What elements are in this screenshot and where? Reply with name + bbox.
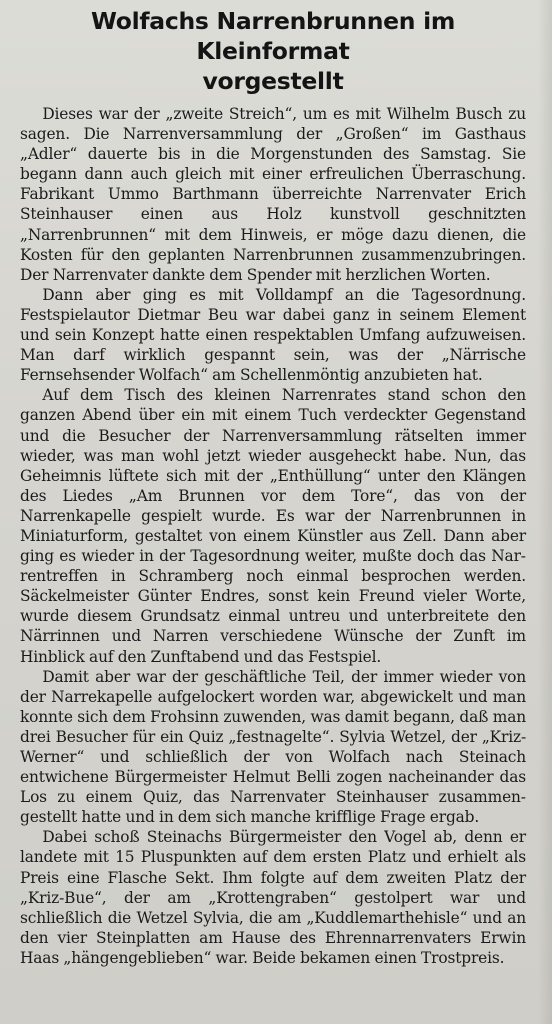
article-body — [20, 104, 526, 968]
headline-line-2: vorgestellt — [202, 67, 344, 95]
article-paragraph: Dabei schoß Steinachs Bürgermeister den Vogel ab, denn er landete mit 15 Pluspunkten auf dem ersten Platz und erhielt als Preis eine Flasche Sekt. Ihm folgte auf dem zweiten Platz der „Kriz-Bue“, der am „Krottengraben“ gestolpert war und schließlich die Wetzel Sylvia, die am „Kuddlemarthehisle“ und an den vier Steinplatten am Hause des Ehrennarrenvaters Erwin Haas „hängengeblieben“ war. Beide bekamen einen Trostpreis. — [20, 828, 526, 967]
article-paragraph: Damit aber war der geschäftliche Teil, der immer wieder von der Narrekapelle aufgelockert worden war, abgewickelt und man konnte sich dem Frohsinn zuwenden, was damit begann, daß man drei Besucher für ein Quiz „festnagelte“. Sylvia Wetzel, der „Kriz-Werner“ und schließlich der von Wolfach nach Steinach entwichene Bürgermeister Helmut Belli zogen nacheinander das Los zu einem Quiz, das Narrenvater Steinhauser zusammengestellt hatte und in dem sich manche krifflige Frage ergab. — [20, 667, 526, 827]
article-headline — [20, 6, 526, 96]
headline-line-1: Wolfachs Narrenbrunnen im Kleinformat — [90, 7, 456, 65]
article-paragraph: Dann aber ging es mit Volldampf an die Tagesordnung. Festspielautor Dietmar Beu war dabei ganz in seinem Element und sein Konzept hatte einen respektablen Umfang aufzuweisen. Man darf wirklich gespannt sein, was der „Närrische Fernsehsender Wolfach“ am Schellenmöntig anzubieten hat. — [20, 285, 526, 385]
article-paragraph: Auf dem Tisch des kleinen Narrenrates stand schon den ganzen Abend über ein mit einem Tuch verdeckter Gegenstand und die Besucher der Narrenversammlung rätselten immer wieder, was man wohl jetzt wieder ausgeheckt habe. Nun, das Geheimnis lüftete sich mit der „Enthüllung“ unter den Klängen des Liedes „Am Brunnen vor dem Tore“, das von der Narrenkapelle gespielt wurde. Es war der Narrenbrunnen in Miniaturform, gestaltet von einem Künstler aus Zell. Dann aber ging es wieder in der Tagesordnung weiter, mußte doch das Narrentreffen in Schramberg noch einmal besprochen werden. Säckelmeister Günter Endres, sonst kein Freund vieler Worte, wurde diesem Grundsatz einmal untreu und unterbreitete den Närrinnen und Narren verschiedene Wünsche der Zunft im Hinblick auf den Zunftabend und das Festspiel. — [20, 386, 526, 666]
article-paragraph: Dieses war der „zweite Streich“, um es mit Wilhelm Busch zu sagen. Die Narrenversammlung der „Großen“ im Gasthaus „Adler“ dauerte bis in die Morgenstunden des Samstag. Sie begann dann auch gleich mit einer erfreulichen Überraschung. Fabrikant Ummo Barthmann überreichte Narrenvater Erich Steinhauser einen aus Holz kunstvoll geschnitzten „Narrenbrunnen“ mit dem Hinweis, er möge dazu dienen, die Kosten für den geplanten Narrenbrunnen zusammenzubringen. Der Narrenvater dankte dem Spender mit herzlichen Worten. — [20, 105, 526, 284]
